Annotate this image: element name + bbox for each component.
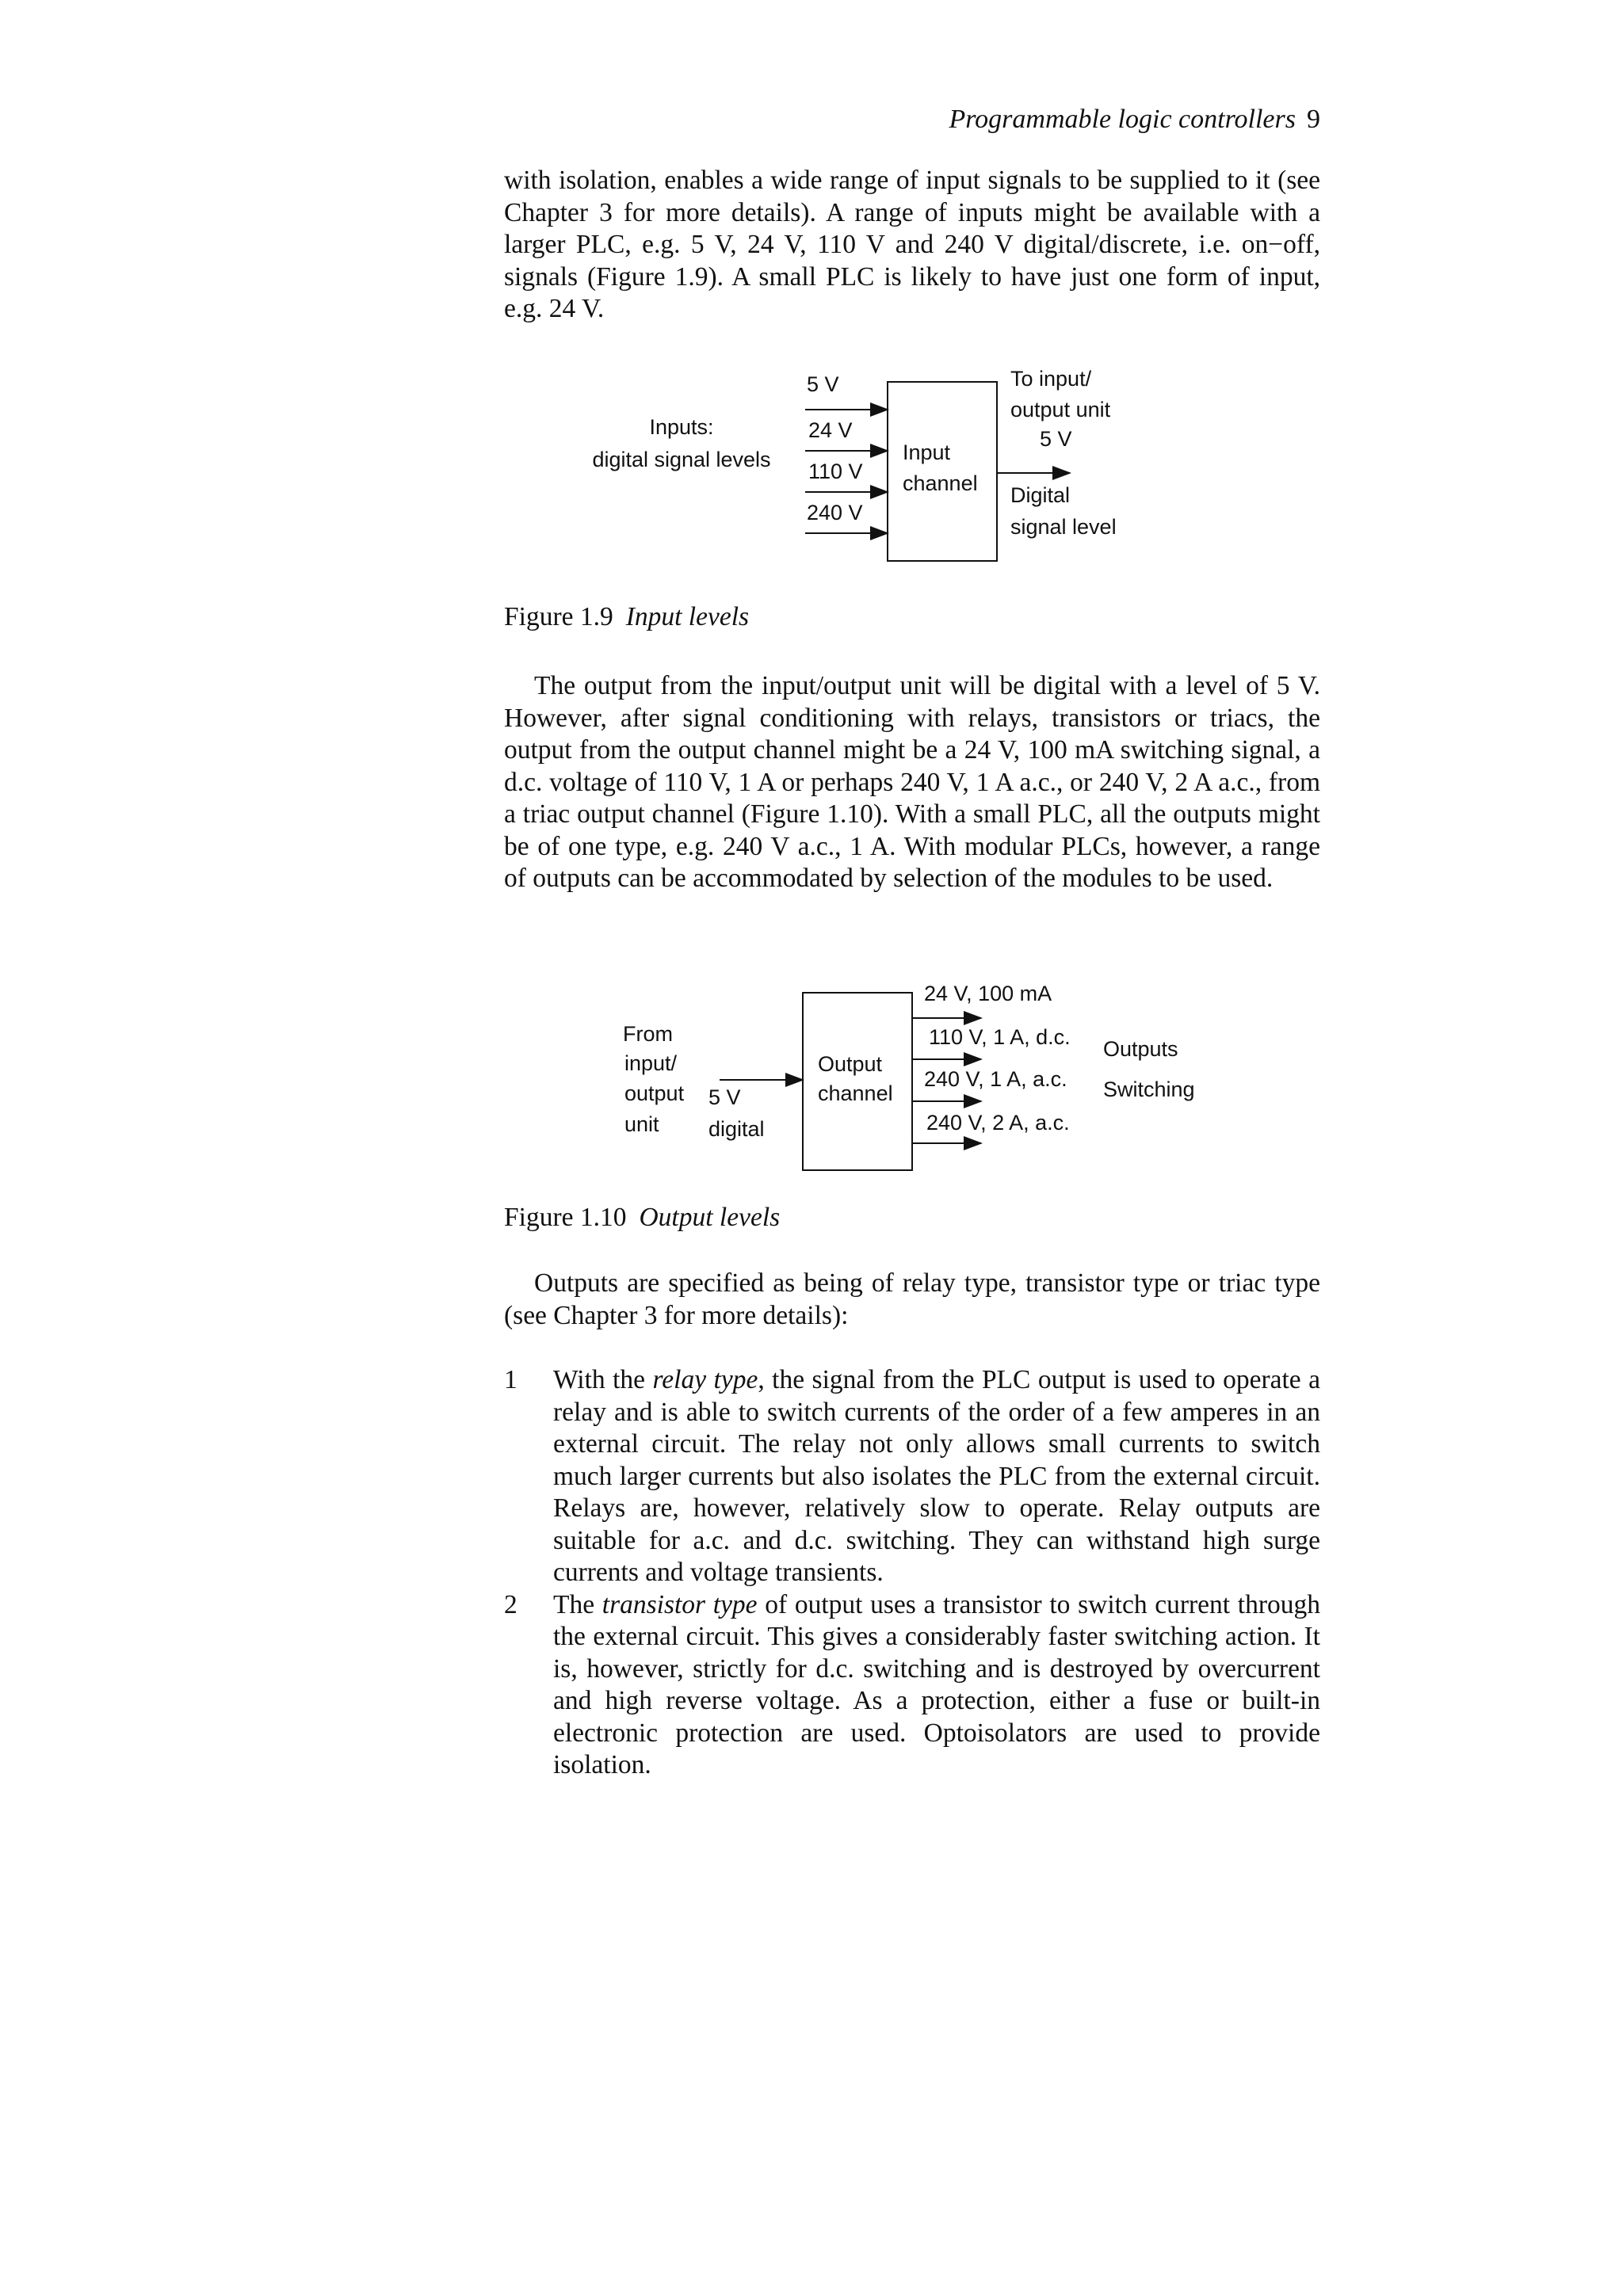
paragraph-2-text: The output from the input/output unit will be digital with a level of 5 V. However, after signal conditioning with relays, transistors or triacs, the output from the output channel might be a 24 V, 100 mA switching signal, a d.c. voltage of 110 V, 1 A or perhaps 240 V, 1 A a.c., or 240 V, 2 A a.c., from a triac output channel (Figure 1.10). With a small PLC, all the outputs might be of one type, e.g. 240 V a.c., 1 A. With modular PLCs, however, a range of outputs can be accommodated by selection of the modules to be used. xyxy=(504,671,1320,893)
list-item-text-pre: The xyxy=(553,1589,602,1619)
fig1-right-top-3: 5 V xyxy=(1040,427,1072,451)
paragraph-1-text: with isolation, enables a wide range of input signals to be supplied to it (see Chapter 3 for more details). A range of inputs might be available with a larger PLC, e.g. 5 V, 24 V, 110 V and 240 V digital/discrete, i.e. on−off, signals (Figure 1.9). A small PLC is likely to have just one form of input, e.g. 24 V. xyxy=(504,166,1320,323)
fig2-from-4: unit xyxy=(624,1112,659,1136)
fig2-right-label-1: Outputs xyxy=(1103,1037,1178,1061)
fig2-input-label-2: digital xyxy=(708,1117,765,1141)
fig1-right-top-2: output unit xyxy=(1010,398,1111,421)
list-item xyxy=(504,1364,1320,1589)
figure-1-10-number: Figure 1.10 xyxy=(504,1203,627,1232)
paragraph-3 xyxy=(504,1268,1320,1332)
figure-1-10-caption xyxy=(504,1203,780,1233)
fig1-input-label-24v: 24 V xyxy=(808,418,853,442)
list-item-term: relay type xyxy=(652,1365,758,1394)
page-number: 9 xyxy=(1307,105,1320,134)
fig2-from-2: input/ xyxy=(624,1051,678,1075)
list-item-number: 1 xyxy=(504,1365,517,1394)
paragraph-3-text: Outputs are specified as being of relay type, transistor type or triac type (see Chapter 3 for more details): xyxy=(504,1268,1320,1330)
figure-1-9-title: Input levels xyxy=(625,602,750,631)
fig1-right-top-1: To input/ xyxy=(1010,367,1092,391)
figure-1-9-number: Figure 1.9 xyxy=(504,602,613,631)
fig2-box-label-2: channel xyxy=(818,1081,893,1105)
fig2-input-label-1: 5 V xyxy=(708,1085,741,1109)
fig2-from-1: From xyxy=(623,1022,673,1046)
fig1-input-label-5v: 5 V xyxy=(807,372,839,396)
fig2-output-label-1: 24 V, 100 mA xyxy=(924,982,1052,1005)
list-item-number: 2 xyxy=(504,1589,517,1619)
figure-input-levels xyxy=(0,0,1623,618)
fig2-output-label-3: 240 V, 1 A, a.c. xyxy=(924,1067,1067,1091)
fig2-output-label-2: 110 V, 1 A, d.c. xyxy=(929,1025,1071,1049)
figure-1-10-title: Output levels xyxy=(639,1203,781,1232)
fig1-box-label-2: channel xyxy=(903,471,978,495)
fig1-left-label-1: Inputs: xyxy=(649,415,714,439)
fig2-right-label-2: Switching xyxy=(1103,1077,1195,1101)
running-title: Programmable logic controllers xyxy=(949,105,1296,134)
list-item-text-post: of output uses a transistor to switch current through the external circuit. This gives a considerably faster switching action. It is, however, strictly for d.c. switching and is destroyed by overcurrent and high reverse voltage. As a protection, either a fuse or built-in electronic protection are used. Optoisolators are used to provide isolation. xyxy=(553,1589,1320,1779)
fig2-output-label-4: 240 V, 2 A, a.c. xyxy=(926,1111,1070,1135)
paragraph-2 xyxy=(504,670,1320,895)
figure-1-9-caption xyxy=(504,602,749,632)
list-item-text-post: , the signal from the PLC output is used to operate a relay and is able to switch currents of the order of a few amperes in an external circuit. The relay not only allows small currents to switch much larger currents but also isolates the PLC from the external circuit. Relays are, however, relatively slow to operate. Relay outputs are suitable for a.c. and d.c. switching. They can withstand high surge currents and voltage transients. xyxy=(553,1365,1320,1587)
list-item-text-pre: With the xyxy=(553,1365,653,1394)
list-item-term: transistor type xyxy=(601,1589,758,1619)
list-item xyxy=(504,1589,1320,1782)
figure-output-levels xyxy=(0,951,1623,1188)
fig2-from-3: output xyxy=(624,1081,685,1105)
fig1-right-bottom-1: Digital xyxy=(1010,483,1071,507)
fig1-box-label-1: Input xyxy=(903,441,951,464)
fig1-input-label-240v: 240 V xyxy=(807,501,863,524)
fig1-left-label-2: digital signal levels xyxy=(592,448,771,471)
fig1-input-label-110v: 110 V xyxy=(808,460,863,483)
fig2-box-label-1: Output xyxy=(818,1052,883,1076)
output-types-list xyxy=(504,1364,1320,1782)
fig1-right-bottom-2: signal level xyxy=(1010,515,1117,539)
